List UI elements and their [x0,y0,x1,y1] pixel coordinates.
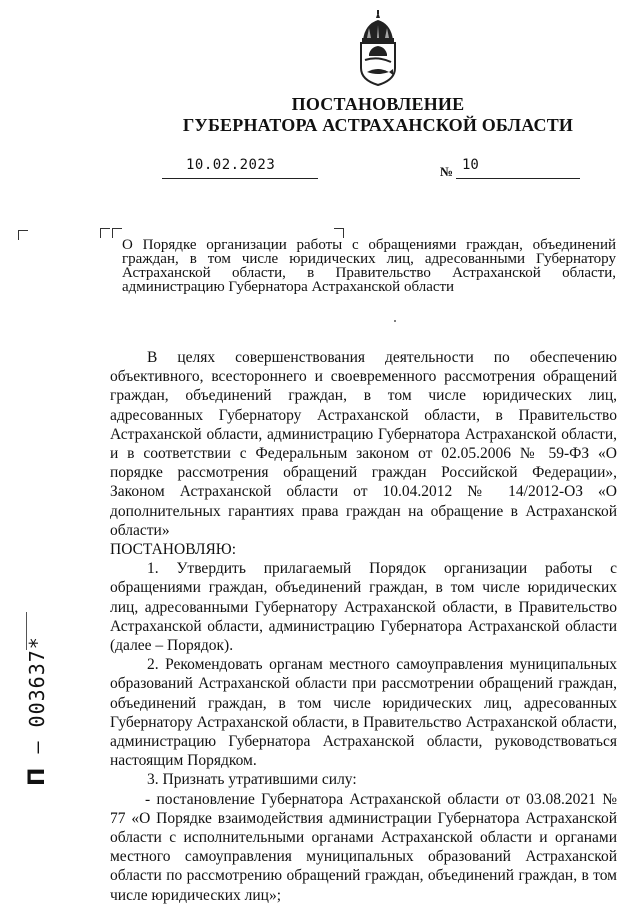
number-underline [456,178,580,179]
serial-code: – 003637 [25,649,49,754]
document-type-title: ПОСТАНОВЛЕНИЕ [291,94,465,114]
document-number: 10 [462,157,479,173]
item-3-paragraph: 3. Признать утратившими силу: [147,771,357,789]
number-sign: № [440,164,454,179]
serial-mark: * [25,636,49,650]
serial-prefix: П [25,766,50,786]
date-underline [162,178,318,179]
document-date: 10.02.2023 [186,157,276,173]
item-3-subitem-1: - постановление Губернатора Астраханской области от 03.08.2021 № 77 «О Порядке взаимодействия администрации Губернатора Астраханской области с исполнительными органами Астраханской области и органами местного самоуправления муниципальных образований Астраханской области по рассмотрению обращений граждан, объединений граждан, в том числе юридических лиц»; [110,790,617,904]
coat-of-arms-emblem [353,10,403,86]
serial-stamp [25,636,50,786]
astrakhan-coat-of-arms-icon [353,10,403,86]
document-body [110,348,617,905]
speck [394,320,396,322]
decree-word: ПОСТАНОВЛЯЮ: [110,541,237,559]
corner-mark [100,228,110,238]
preamble-paragraph: В целях совершенствования деятельности по обеспечению объективного, всестороннего и своевременного рассмотрения обращений граждан, объединений граждан, в том числе юридических лиц, адресованных Губернатору Астраханской области, в Правительство Астраханской области, администрацию Губернатора Астраханской области, и в соответствии с Федеральным законом от 02.05.2006 № 59-ФЗ «О порядке рассмотрения обращений граждан Российской Федерации», Законом Астраханской области от 10.04.2012 № 14/2012-ОЗ «О дополнительных гарантиях права граждан на обращение в Астраханской области» [110,349,617,539]
corner-mark [112,228,122,238]
issuing-authority-title: ГУБЕРНАТОРА АСТРАХАНСКОЙ ОБЛАСТИ [182,115,574,135]
document-subject: О Порядке организации работы с обращениями граждан, объединений граждан, в том числе юридических лиц, адресованными Губернатору Астраханской области, в Правительство Астраханской области, администрацию Губернатора Астраханской области [122,237,616,295]
item-1-paragraph: 1. Утвердить прилагаемый Порядок организации работы с обращениями граждан, объединений граждан, в том числе юридических лиц, адресованными Губернатору Астраханской области, в Правительство Астраханской области, администрацию Губернатора Астраханской области (далее – Порядок). [110,560,617,655]
corner-mark [18,230,28,240]
item-2-paragraph: 2. Рекомендовать органам местного самоуправления муниципальных образований Астраханской области при рассмотрении обращений граждан, объединений граждан, в том числе юридических лиц, адресованных Губернатору Астраханской области, в Правительство Астраханской области, администрацию Губернатора Астраханской области, руководствоваться настоящим Порядком. [110,656,617,770]
